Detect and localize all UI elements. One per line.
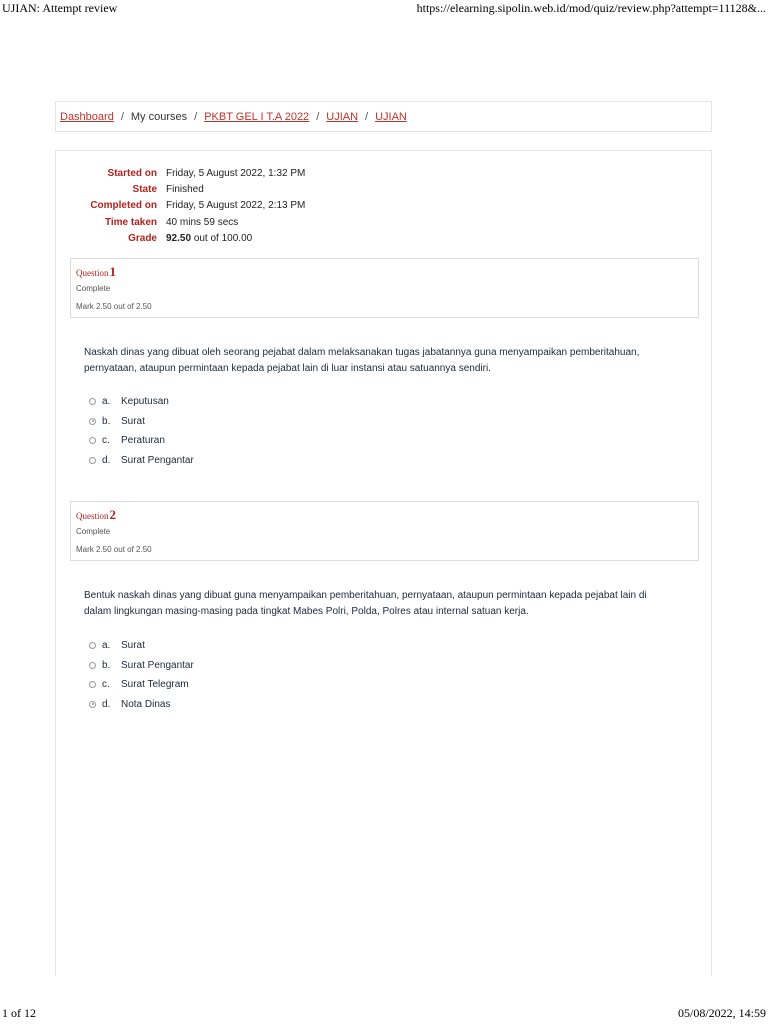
- answer-list: [89, 636, 194, 714]
- answer-text: Surat Pengantar: [121, 659, 194, 671]
- radio-icon[interactable]: [89, 437, 96, 444]
- breadcrumb-dashboard[interactable]: Dashboard: [60, 110, 114, 123]
- summary-label: Started on: [107, 167, 157, 179]
- answer-option[interactable]: [89, 431, 194, 451]
- breadcrumb-ujian-quiz[interactable]: UJIAN: [375, 110, 407, 123]
- summary-row-grade: [56, 230, 696, 246]
- print-header: [0, 0, 768, 18]
- breadcrumb-separator: /: [120, 110, 124, 123]
- print-datetime: 05/08/2022, 14:59: [677, 1006, 766, 1020]
- answer-list: [89, 392, 194, 470]
- attempt-summary: [56, 165, 696, 246]
- answer-letter: a.: [102, 640, 111, 652]
- print-footer: [0, 1002, 768, 1024]
- summary-row-time-taken: [56, 214, 696, 230]
- answer-letter: b.: [102, 659, 111, 671]
- radio-icon[interactable]: [89, 681, 96, 688]
- answer-letter: b.: [102, 415, 111, 427]
- radio-checked-icon[interactable]: [89, 701, 96, 708]
- answer-text: Surat: [121, 415, 145, 427]
- answer-text: Nota Dinas: [121, 698, 171, 710]
- summary-value: Friday, 5 August 2022, 2:13 PM: [166, 200, 306, 212]
- summary-value: Finished: [166, 183, 204, 195]
- question-mark: Mark 2.50 out of 2.50: [76, 545, 152, 554]
- question-number: [76, 507, 116, 523]
- breadcrumb-separator: /: [316, 110, 320, 123]
- radio-icon[interactable]: [89, 457, 96, 464]
- answer-text: Surat: [121, 640, 145, 652]
- summary-row-state: [56, 181, 696, 197]
- radio-icon[interactable]: [89, 662, 96, 669]
- question-number-value: 2: [109, 507, 116, 522]
- grade-score: 92.50: [166, 232, 192, 244]
- answer-option[interactable]: [89, 636, 194, 656]
- answer-letter: c.: [102, 435, 110, 447]
- breadcrumb-course[interactable]: PKBT GEL I T.A 2022: [204, 110, 310, 123]
- answer-text: Peraturan: [121, 435, 165, 447]
- answer-letter: c.: [102, 679, 110, 691]
- summary-label: Completed on: [90, 200, 157, 212]
- question-state: Complete: [76, 284, 111, 293]
- summary-label: Time taken: [104, 216, 157, 228]
- radio-icon[interactable]: [89, 642, 96, 649]
- question-prefix: Question: [76, 511, 109, 521]
- grade-out-of: out of 100.00: [193, 232, 253, 244]
- answer-option[interactable]: [89, 392, 194, 412]
- summary-label: State: [132, 183, 157, 195]
- question-state: Complete: [76, 527, 111, 536]
- answer-text: Keputusan: [121, 396, 169, 408]
- question-prefix: Question: [76, 268, 109, 278]
- breadcrumb-my-courses: My courses: [130, 110, 188, 123]
- question-number-value: 1: [109, 264, 116, 279]
- summary-row-completed: [56, 198, 696, 214]
- question-mark: Mark 2.50 out of 2.50: [76, 302, 152, 311]
- answer-text: Surat Telegram: [121, 679, 189, 691]
- summary-value: Friday, 5 August 2022, 1:32 PM: [166, 167, 306, 179]
- summary-row-started: [56, 165, 696, 181]
- page-url: https://elearning.sipolin.web.id/mod/quiz/review.php?attempt=11128&...: [416, 1, 766, 15]
- summary-value: 40 mins 59 secs: [166, 216, 239, 228]
- question-text: Naskah dinas yang dibuat oleh seorang pejabat dalam melaksanakan tugas jabatannya guna menyampaikan pemberitahuan, pernyataan, ataupun permintaan kepada pejabat lain di luar instansi atau satuannya sendiri.: [84, 347, 640, 374]
- answer-text: Surat Pengantar: [121, 454, 194, 466]
- answer-option[interactable]: [89, 412, 194, 432]
- summary-label: Grade: [128, 232, 157, 244]
- question-number: [76, 264, 116, 280]
- breadcrumb-separator: /: [194, 110, 198, 123]
- breadcrumb-ujian-section[interactable]: UJIAN: [326, 110, 359, 123]
- answer-letter: d.: [102, 454, 111, 466]
- answer-letter: a.: [102, 396, 111, 408]
- breadcrumb-separator: /: [365, 110, 369, 123]
- radio-checked-icon[interactable]: [89, 418, 96, 425]
- answer-option[interactable]: [89, 656, 194, 676]
- answer-letter: d.: [102, 698, 111, 710]
- page-counter: 1 of 12: [2, 1006, 36, 1020]
- question-text: Bentuk naskah dinas yang dibuat guna menyampaikan pemberitahuan, pernyataan, ataupun permintaan kepada pejabat lain di dalam lingkungan masing-masing pada tingkat Mabes Polri, Polda, Polres atau internal satuan kerja.: [84, 590, 647, 617]
- breadcrumb: [55, 101, 712, 132]
- answer-option[interactable]: [89, 675, 194, 695]
- answer-option[interactable]: [89, 695, 194, 715]
- summary-value: [166, 233, 252, 244]
- question-info-box: [70, 501, 699, 561]
- radio-icon[interactable]: [89, 398, 96, 405]
- quiz-review-content: [55, 150, 712, 976]
- answer-option[interactable]: [89, 451, 194, 471]
- page-title: UJIAN: Attempt review: [2, 1, 118, 15]
- question-info-box: [70, 258, 699, 318]
